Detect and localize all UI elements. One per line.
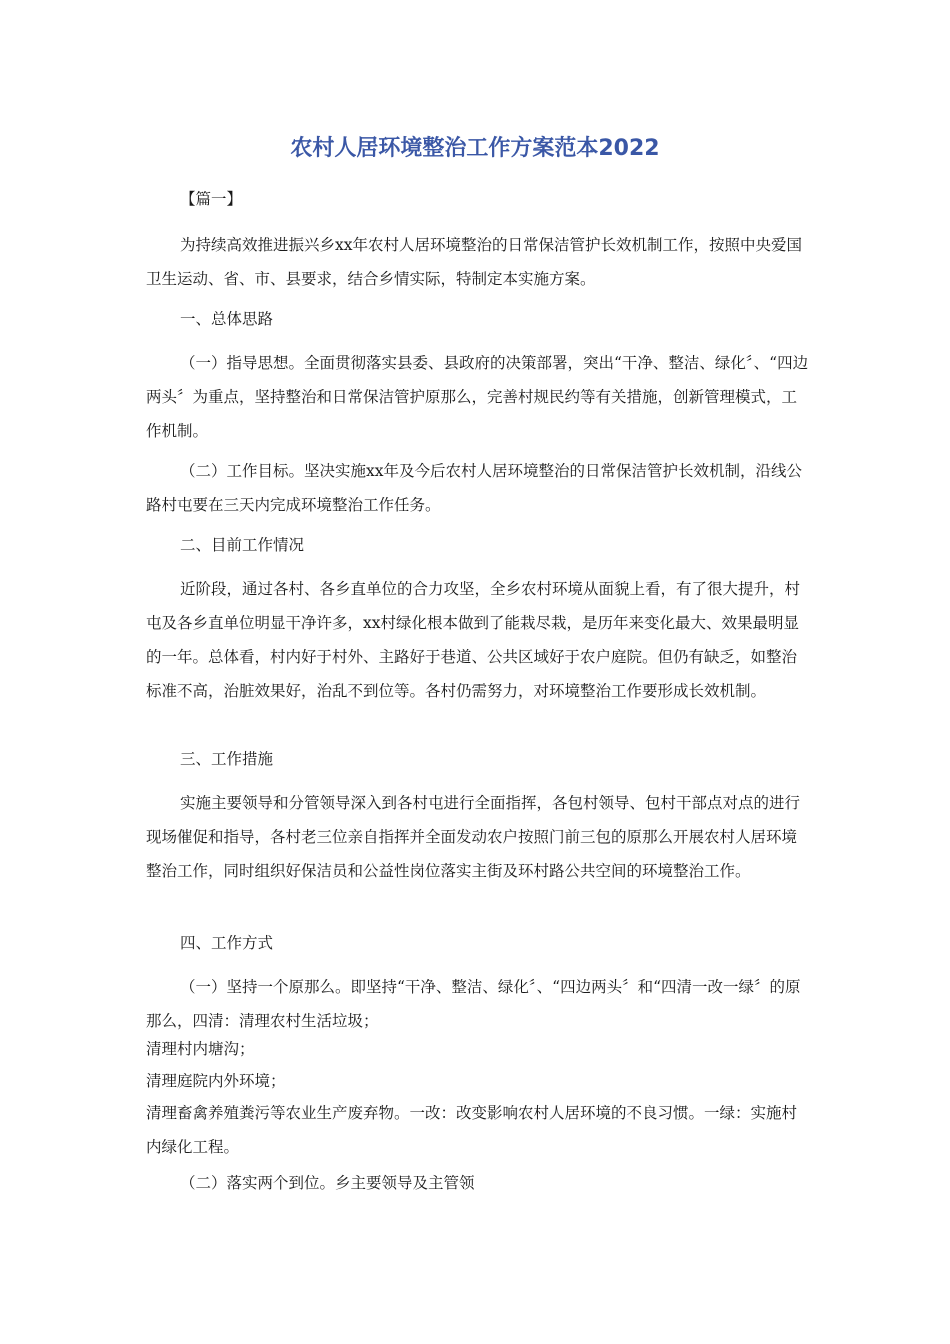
paragraph-work-goal: （二）工作目标。坚决实施xx年及今后农村人居环境整治的日常保洁管护长效机制，沿线公路村屯要在三天内完成环境整治工作任务。 bbox=[146, 462, 802, 514]
list-item-livestock-waste: 清理畜禽养殖粪污等农业生产废弃物。一改：改变影响农村人居环境的不良习惯。一绿：实施村内绿化工程。 bbox=[146, 1104, 798, 1156]
paragraph-work-measures: 实施主要领导和分管领导深入到各村屯进行全面指挥，各包村领导、包村干部点对点的进行现场催促和指导，各村老三位亲自指挥并全面发动农户按照门前三包的原那么开展农村人居环境整治工作，同时组织好保洁员和公益性岗位落实主街及环村路公共空间的环境整治工作。 bbox=[146, 794, 801, 880]
document-title: 农村人居环境整治工作方案范本2022 bbox=[290, 136, 660, 161]
intro-paragraph: 为持续高效推进振兴乡xx年农村人居环境整治的日常保洁管护长效机制工作，按照中央爱国卫生运动、省、市、县要求，结合乡情实际，特制定本实施方案。 bbox=[146, 236, 802, 288]
paragraph-two-in-place: （二）落实两个到位。乡主要领导及主管领 bbox=[180, 1174, 475, 1192]
section-tag: 【篇一】 bbox=[180, 190, 243, 208]
paragraph-current-situation: 近阶段，通过各村、各乡直单位的合力攻坚，全乡农村环境从面貌上看，有了很大提升，村屯及各乡直单位明显干净许多，xx村绿化根本做到了能栽尽栽，是历年来变化最大、效果最明显的一年。总体看，村内好于村外、主路好于巷道、公共区域好于农户庭院。但仍有缺乏，如整治标准不高，治脏效果好，治乱不到位等。各村仍需努力，对环境整治工作要形成长效机制。 bbox=[146, 580, 801, 700]
list-item-courtyards: 清理庭院内外环境； bbox=[146, 1072, 286, 1090]
heading-current-situation: 二、目前工作情况 bbox=[180, 536, 305, 554]
heading-work-methods: 四、工作方式 bbox=[180, 934, 274, 952]
paragraph-guiding-thought: （一）指导思想。全面贯彻落实县委、县政府的决策部署，突出“干净、整洁、绿化〞、“四边两头〞为重点，坚持整治和日常保洁管护原那么，完善村规民约等有关措施，创新管理模式，工作机制。 bbox=[146, 354, 809, 440]
list-item-ponds: 清理村内塘沟； bbox=[146, 1040, 255, 1058]
paragraph-one-principle: （一）坚持一个原那么。即坚持“干净、整洁、绿化〞、“四边两头〞和“四清一改一绿〞的原那么，四清：清理农村生活垃圾； bbox=[146, 978, 801, 1030]
heading-overall-approach: 一、总体思路 bbox=[180, 310, 274, 328]
heading-work-measures: 三、工作措施 bbox=[180, 750, 274, 768]
